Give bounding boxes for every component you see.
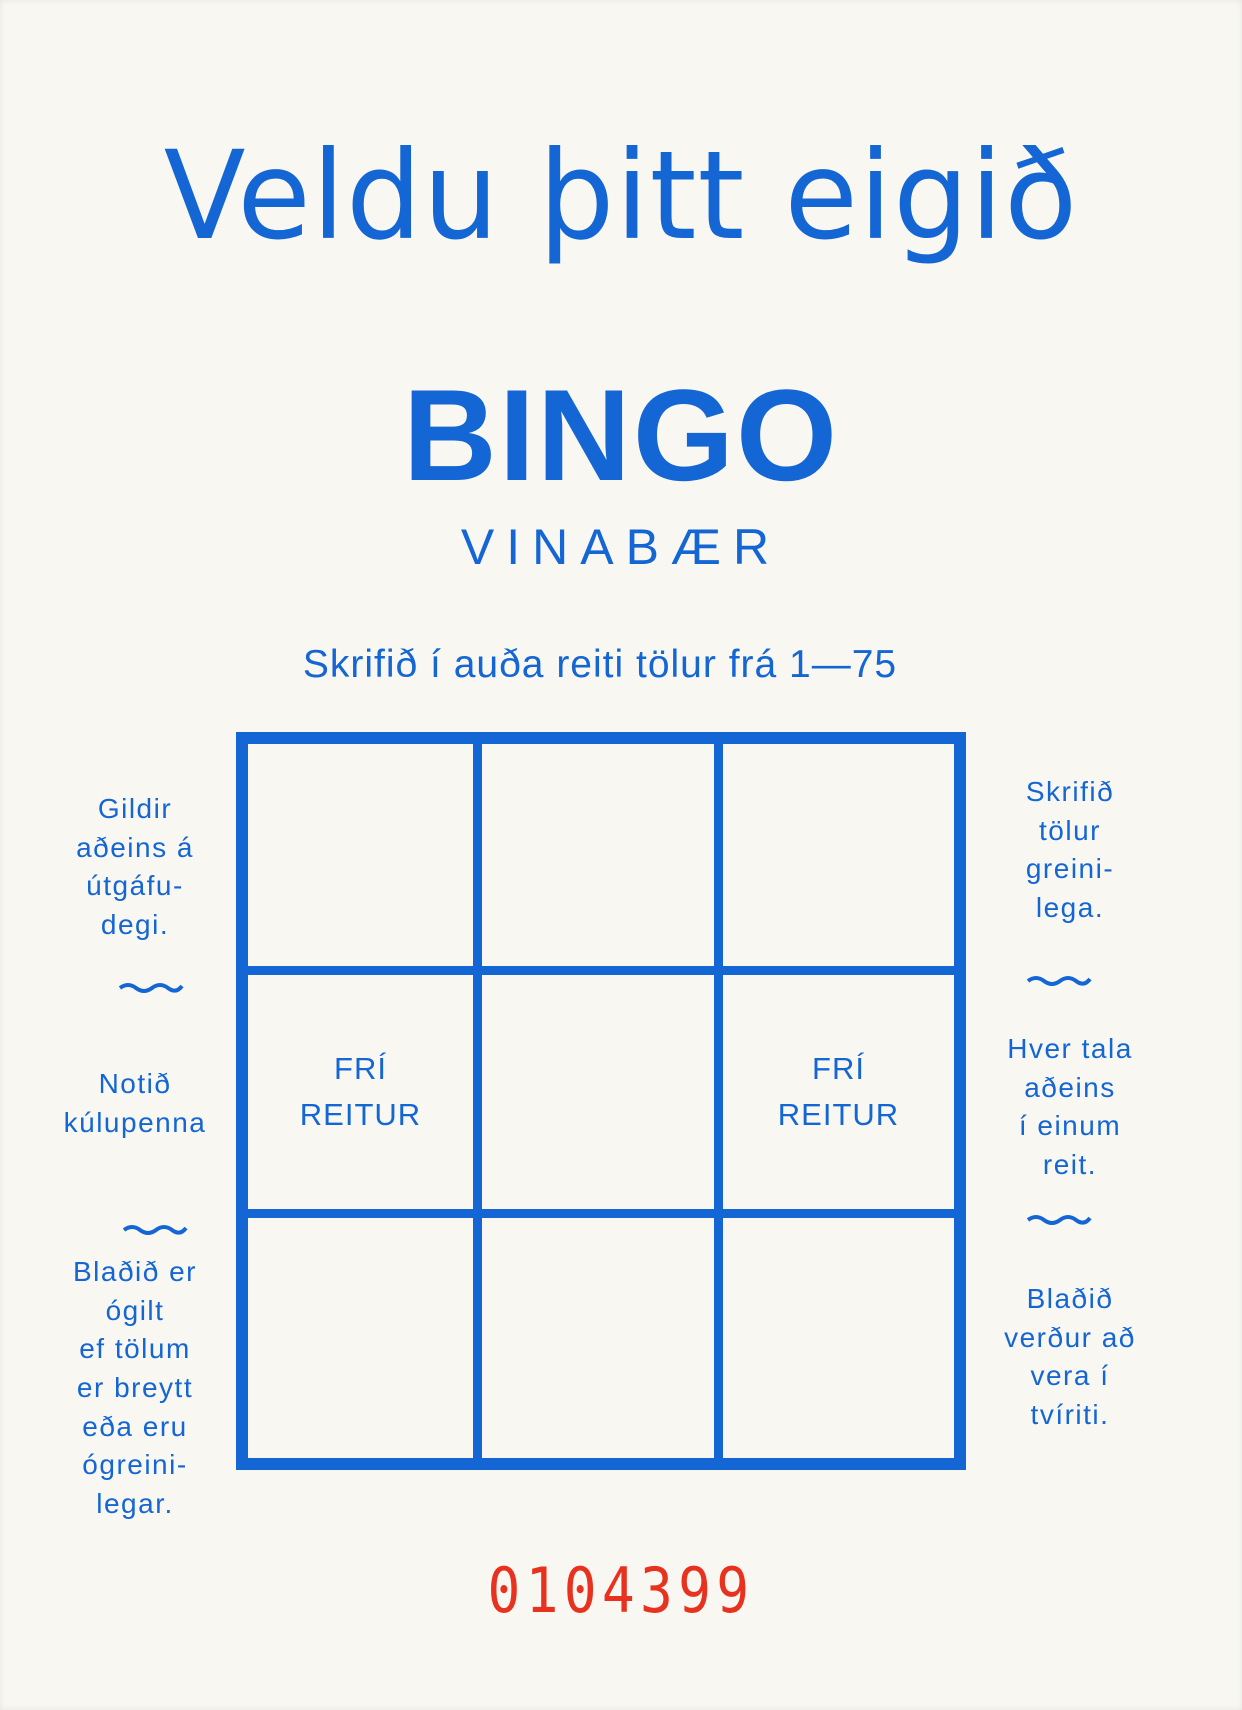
- left-note-invalid: Blaðið er ógilt ef tölum er breytt eða eru ógreini- legar.: [72, 1256, 197, 1519]
- grid-cell[interactable]: [723, 744, 954, 966]
- wave-separator-icon: [122, 1222, 188, 1236]
- free-cell: [248, 975, 473, 1209]
- serial-number: 0104399: [487, 1554, 755, 1627]
- left-note-pen: Notið kúlupenna: [63, 1068, 207, 1138]
- bingo-heading: BINGO: [402, 362, 840, 508]
- grid-cell[interactable]: [482, 975, 714, 1209]
- right-note-one-cell: Hver tala aðeins í einum reit.: [1007, 1033, 1133, 1180]
- right-note-duplicate: Blaðið verður að vera í tvíriti.: [1004, 1283, 1136, 1430]
- grid-cell[interactable]: [482, 1218, 714, 1458]
- grid-cell[interactable]: [723, 1218, 954, 1458]
- grid-cell[interactable]: [248, 744, 473, 966]
- free-cell-label: REITUR: [777, 1097, 900, 1132]
- wave-separator-icon: [1026, 1212, 1092, 1226]
- wave-separator-icon: [1026, 973, 1092, 987]
- grid-cell[interactable]: [482, 744, 714, 966]
- organizer-name: VINABÆR: [460, 519, 782, 575]
- card-title: Veldu þitt eigið: [163, 125, 1079, 267]
- free-cell: [723, 975, 954, 1209]
- left-note-validity: Gildir aðeins á útgáfu- degi.: [76, 793, 194, 940]
- free-cell-label: FRÍ: [334, 1050, 387, 1086]
- free-cell-label: REITUR: [299, 1097, 422, 1132]
- fill-instructions: Skrifið í auða reiti tölur frá 1—75: [302, 643, 898, 686]
- free-cell-label: FRÍ: [812, 1050, 865, 1086]
- wave-separator-icon: [118, 980, 184, 994]
- bingo-grid: [236, 732, 966, 1470]
- grid-cell[interactable]: [248, 1218, 473, 1458]
- right-note-legible: Skrifið tölur greini- lega.: [1025, 776, 1115, 923]
